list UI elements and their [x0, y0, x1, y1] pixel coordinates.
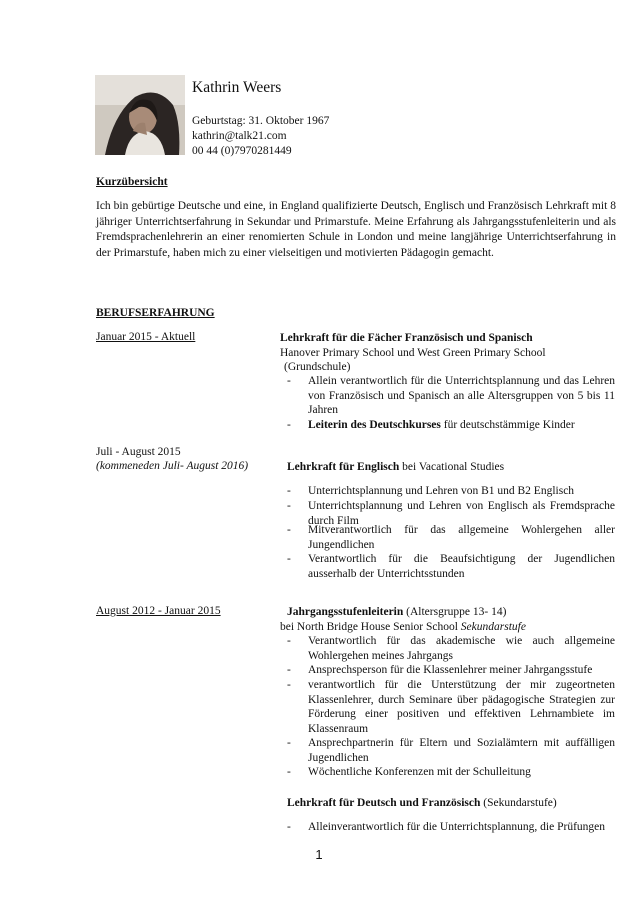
email: kathrin@talk21.com — [192, 130, 287, 142]
bullet-rest: für deutschstämmige Kinder — [440, 419, 575, 431]
job4-title — [287, 796, 557, 811]
dash-marker: - — [287, 679, 291, 691]
job4-bullet-1 — [287, 820, 615, 835]
summary-text: Ich bin gebürtige Deutsche und eine, in England qualifizierte Deutsch, Englisch und Französisch Lehrkraft mit 8 jähriger Unterrichtserfahrung in Sekundar und Primarstufe. Meine Erfahrung als Jahrgangsstufenleiterin und als Fremdsprachenlehrerin an einer renomierten Schule in London und meine langjährige Unterrichtserfahrung in der Primarstufe, haben mich zu einer vielseitigen und motivierten Pädagogin gemacht. — [96, 200, 616, 259]
dash-marker: - — [287, 664, 291, 676]
job2-title-bold: Lehrkraft für Englisch — [287, 461, 400, 473]
portrait-image — [95, 75, 185, 155]
dash-marker: - — [287, 821, 291, 833]
dash-marker: - — [287, 500, 291, 512]
experience-heading: BERUFSERFAHRUNG — [96, 307, 215, 319]
dash-marker: - — [287, 635, 291, 647]
job2-date-note: (kommeneden Juli- August 2016) — [96, 460, 249, 472]
page-number: 1 — [315, 847, 323, 862]
job3-title — [287, 605, 506, 620]
bullet-text: Unterrichtsplannung und Lehren von B1 und B2 Englisch — [308, 485, 575, 497]
job3-bullet-1 — [287, 634, 615, 663]
bullet-text: Alleinverantwortlich für die Unterrichtsplannung, die Prüfungen — [308, 821, 606, 833]
job2-bullet-3 — [287, 523, 615, 552]
job2-title — [287, 460, 504, 475]
dash-marker: - — [287, 485, 291, 497]
job2-title-rest: bei Vacational Studies — [399, 461, 505, 473]
job3-bullet-4 — [287, 736, 615, 765]
job3-bullet-3 — [287, 678, 615, 736]
job1-org: Hanover Primary School und West Green Primary School — [280, 347, 546, 359]
bullet-text: verantwortlich für die Unterstützung der mir zugeortneten Klassenlehrer, durch Seminare über pädagogische Strategien zur Förderung einer positiven und effektiven Lehrnambiete im Klassenraum — [308, 679, 615, 735]
bullet-text: Wöchentliche Konferenzen mit der Schulleitung — [308, 766, 531, 778]
job1-bullet-1 — [287, 374, 615, 418]
job1-org-type: (Grundschule) — [284, 361, 351, 373]
job2-bullet-4 — [287, 552, 615, 581]
bullet-text: Verantwortlich für das akademische wie auch allgemeine Wohlergehen meines Jahrgangs — [308, 635, 615, 662]
bullet-text: Allein verantwortlich für die Unterrichtsplannung und das Lehren von Französisch und Spanisch an alle Altersgruppen von 5 bis 11 Jahren — [308, 375, 615, 416]
job3-title-bold: Jahrgangsstufenleiterin — [287, 606, 404, 618]
job3-org-italic: Sekundarstufe — [460, 621, 526, 633]
dash-marker: - — [287, 375, 291, 387]
job3-org-prefix: bei North Bridge House Senior School — [280, 621, 461, 633]
phone: 00 44 (0)7970281449 — [192, 145, 292, 157]
bullet-text: Ansprechpartnerin für Eltern und Sozialämtern mit auffälligen Jugendlichen — [308, 737, 615, 764]
bullet-text — [308, 418, 615, 433]
birthday: Geburtstag: 31. Oktober 1967 — [192, 115, 330, 127]
dash-marker: - — [287, 524, 291, 536]
dash-marker: - — [287, 766, 291, 778]
job2-bullet-1 — [287, 484, 615, 499]
job1-bullet-2 — [287, 418, 615, 433]
bullet-bold: Leiterin des Deutschkurses — [308, 419, 441, 431]
dash-marker: - — [287, 419, 291, 431]
summary-heading: Kurzübersicht — [96, 176, 168, 188]
job3-bullet-2 — [287, 663, 615, 678]
bullet-text: Ansprechsperson für die Klassenlehrer meiner Jahrgangsstufe — [308, 664, 593, 676]
job4-title-bold: Lehrkraft für Deutsch und Französisch — [287, 797, 481, 809]
dash-marker: - — [287, 737, 291, 749]
bullet-text: Unterrichtsplannung und Lehren von Englisch als Fremdsprache durch Film — [308, 500, 615, 527]
job3-title-rest: (Altersgruppe 13- 14) — [403, 606, 507, 618]
job3-bullet-5 — [287, 765, 615, 780]
job1-title: Lehrkraft für die Fächer Französisch und Spanisch — [280, 332, 533, 344]
bullet-text: Verantwortlich für die Beaufsichtigung der Jugendlichen ausserhalb der Unterrichtsstunden — [308, 553, 615, 580]
person-name: Kathrin Weers — [192, 79, 282, 96]
job2-date: Juli - August 2015 — [96, 446, 181, 458]
job4-title-rest: (Sekundarstufe) — [480, 797, 557, 809]
job3-date: August 2012 - Januar 2015 — [96, 605, 221, 617]
bullet-text: Mitverantwortlich für das allgemeine Wohlergehen aller Jungendlichen — [308, 524, 615, 551]
job3-org — [280, 620, 526, 635]
job1-date: Januar 2015 - Aktuell — [96, 331, 196, 343]
profile-photo — [95, 75, 185, 155]
dash-marker: - — [287, 553, 291, 565]
